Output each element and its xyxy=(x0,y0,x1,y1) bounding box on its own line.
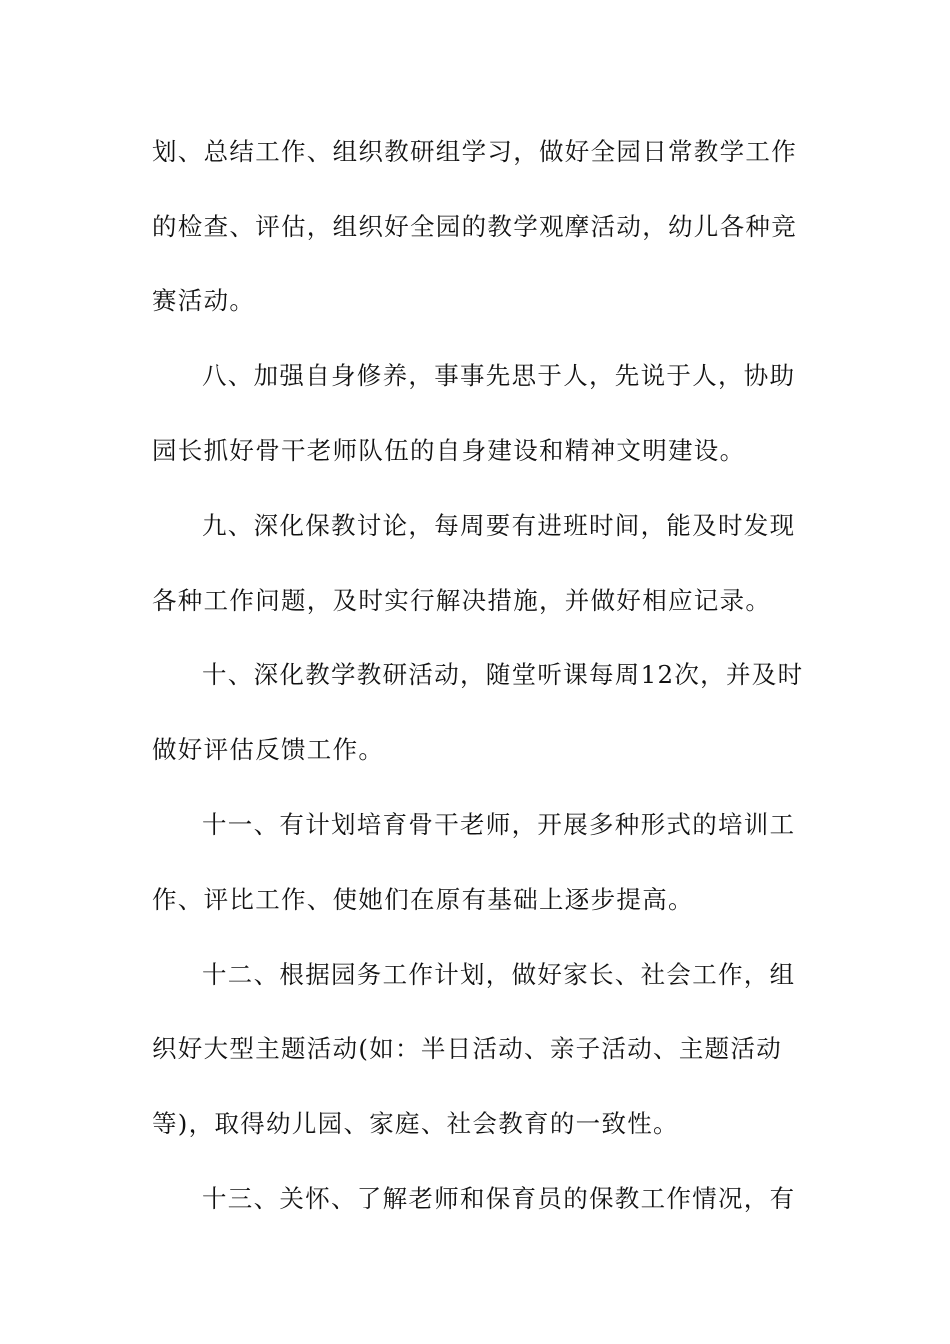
body-text-line: 的检查、评估，组织好全园的教学观摩活动，幼儿各种竞 xyxy=(152,212,797,241)
paragraph-13-line: 十三、关怀、了解老师和保育员的保教工作情况，有 xyxy=(202,1184,796,1213)
paragraph-12-line: 十二、根据园务工作计划，做好家长、社会工作，组 xyxy=(202,960,796,989)
body-text-line: 赛活动。 xyxy=(152,286,256,315)
paragraph-8-line: 八、加强自身修养，事事先思于人，先说于人，协助 xyxy=(202,361,796,390)
body-text-line: 各种工作问题，及时实行解决措施，并做好相应记录。 xyxy=(152,586,772,615)
body-text-line: 园长抓好骨干老师队伍的自身建设和精神文明建设。 xyxy=(152,436,746,465)
body-text-line: 划、总结工作、组织教研组学习，做好全园日常教学工作 xyxy=(152,137,797,166)
paragraph-10-line: 十、深化教学教研活动，随堂听课每周12次，并及时 xyxy=(202,660,804,689)
body-text-line: 织好大型主题活动(如：半日活动、亲子活动、主题活动 xyxy=(152,1034,783,1063)
paragraph-9-line: 九、深化保教讨论，每周要有进班时间，能及时发现 xyxy=(202,511,796,540)
body-text-line: 作、评比工作、使她们在原有基础上逐步提高。 xyxy=(152,885,694,914)
paragraph-11-line: 十一、有计划培育骨干老师，开展多种形式的培训工 xyxy=(202,810,796,839)
body-text-line: 等)，取得幼儿园、家庭、社会教育的一致性。 xyxy=(152,1109,679,1138)
body-text-line: 做好评估反馈工作。 xyxy=(152,735,385,764)
